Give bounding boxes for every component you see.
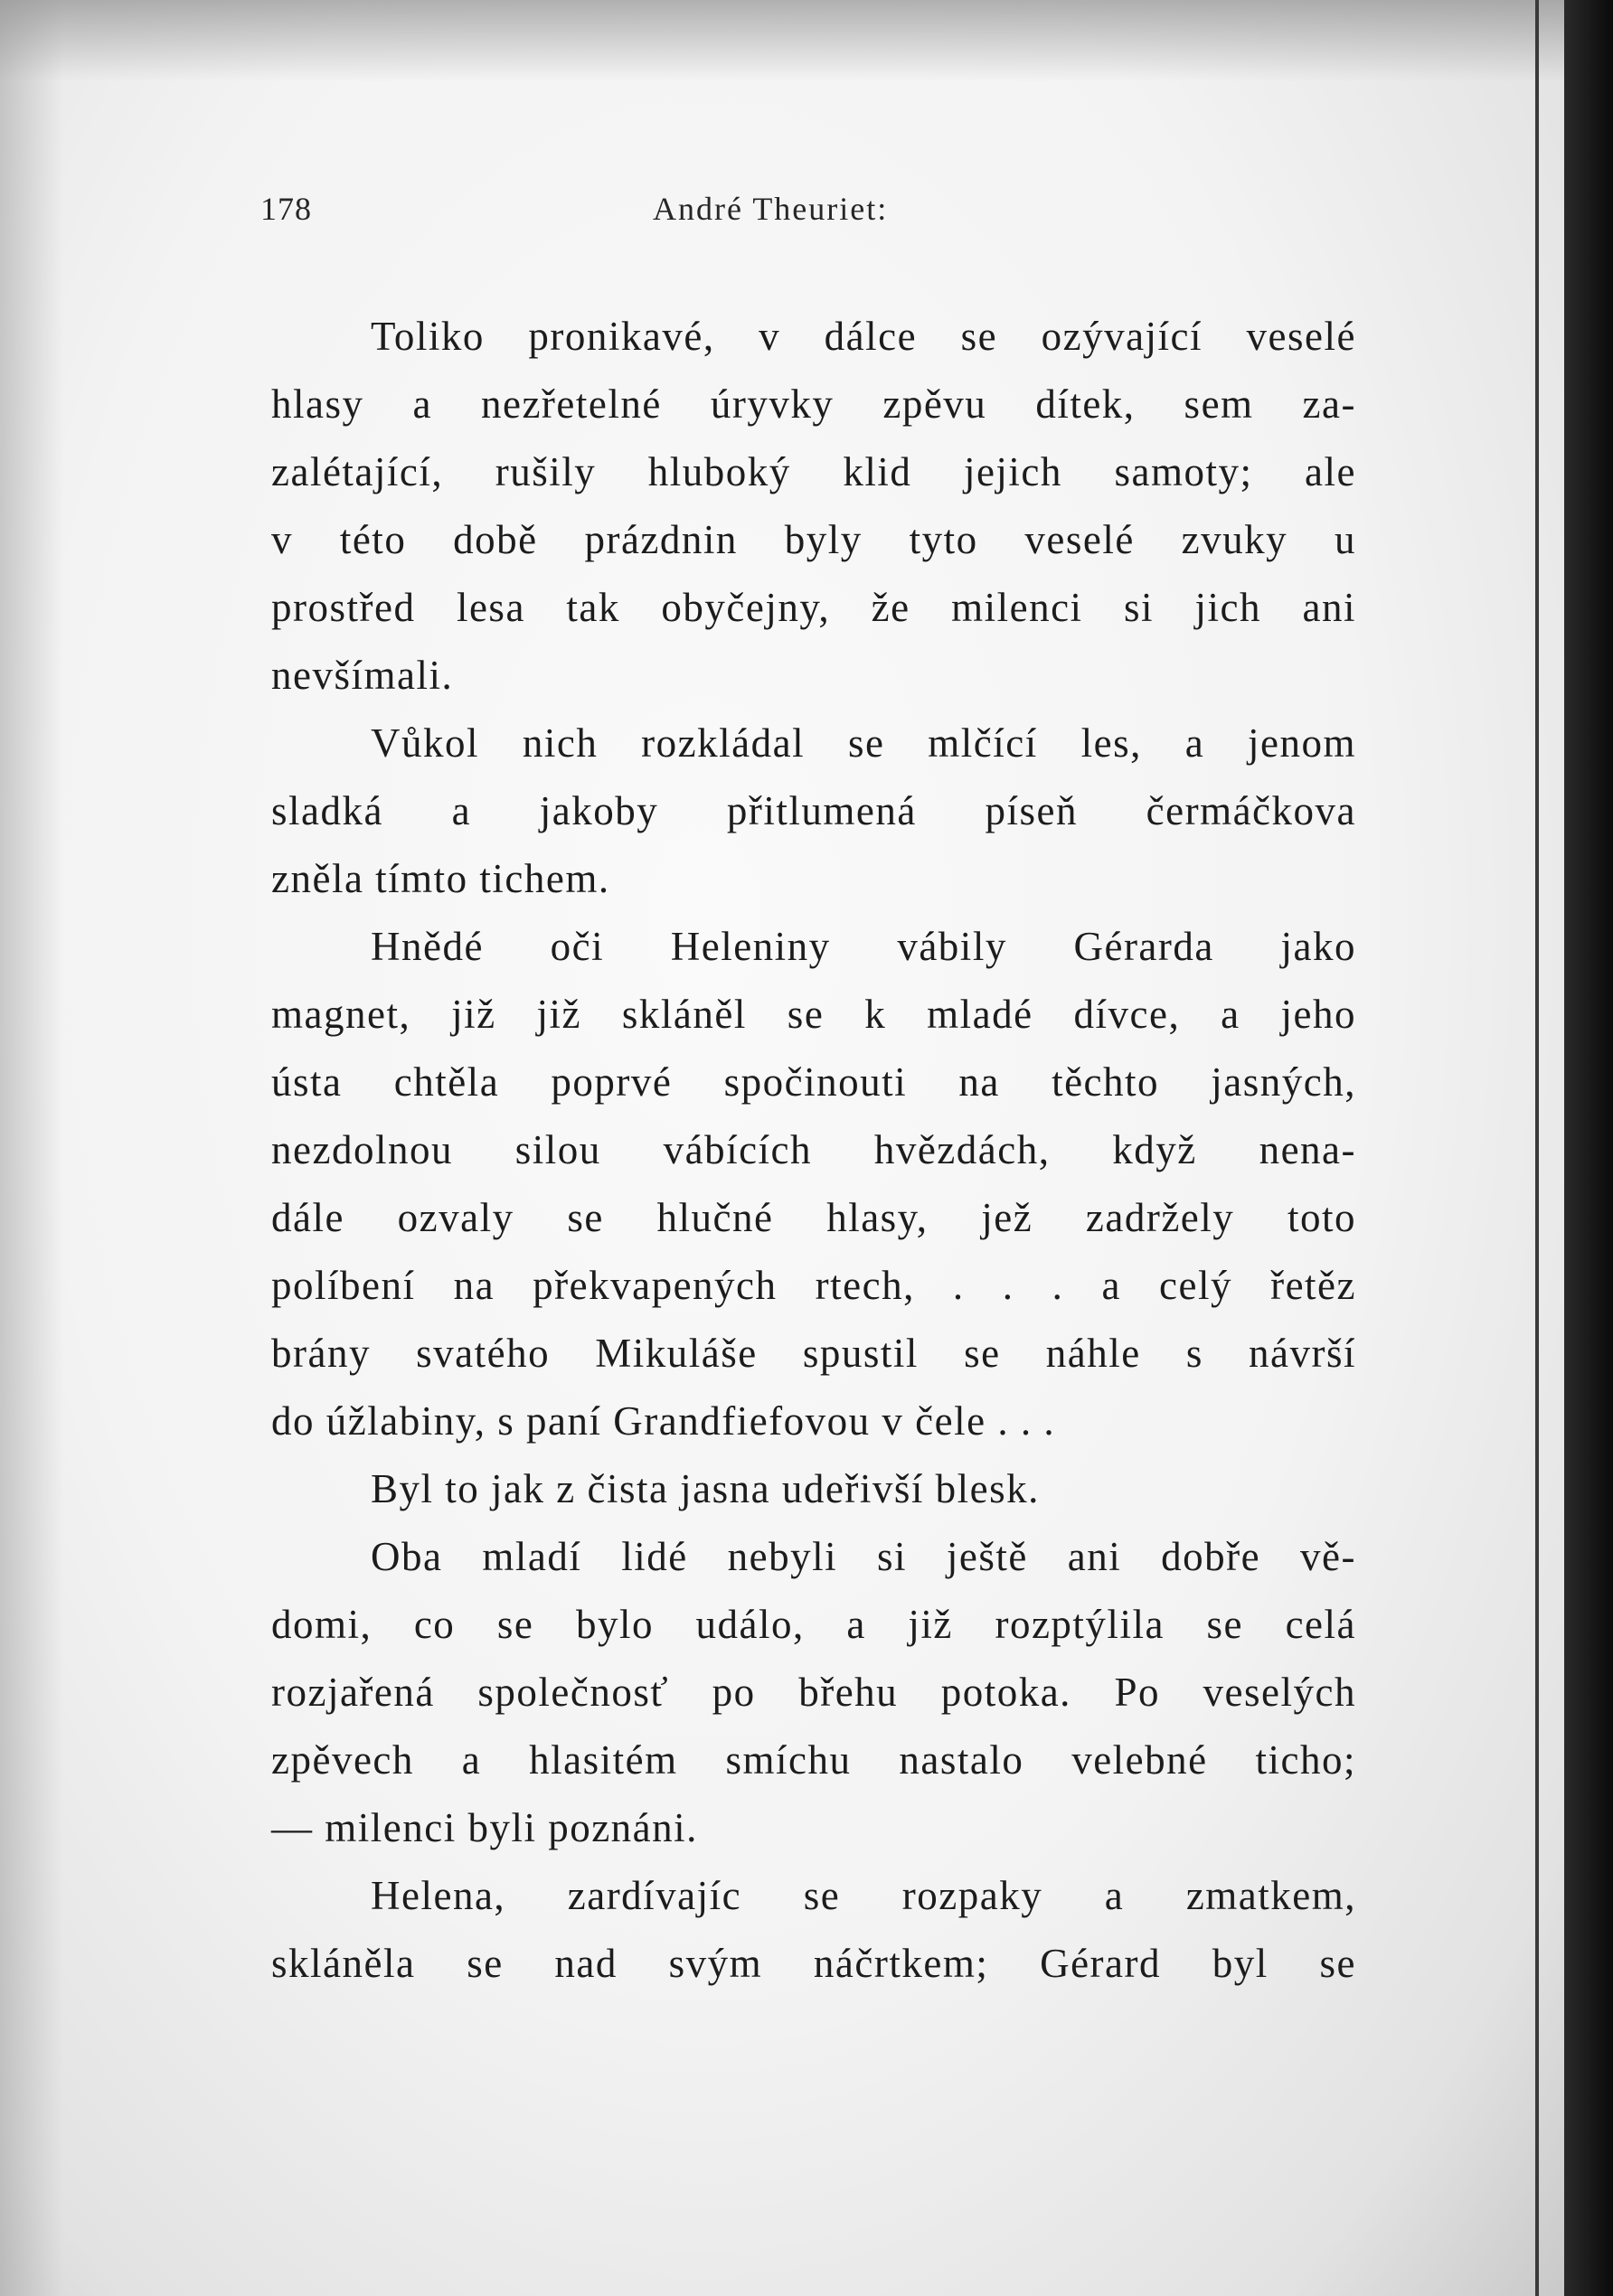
book-edge (1564, 0, 1613, 2296)
text-line: rozjařená společnosť po břehu potoka. Po veselých (271, 1670, 1356, 1715)
running-head (260, 190, 1354, 235)
text-line: do úžlabiny, s paní Grandfiefovou v čele . . . (271, 1398, 1056, 1444)
text-line: Helena, zardívajíc se rozpaky a zmatkem, (371, 1873, 1356, 1918)
text-line: nezdolnou silou vábících hvězdách, když nena- (271, 1127, 1356, 1172)
text-line: ústa chtěla poprvé spočinouti na těchto jasných, (271, 1059, 1356, 1105)
text-line: zpěvech a hlasitém smíchu nastalo velebné ticho; (271, 1737, 1356, 1783)
body-text (271, 303, 1356, 1998)
text-line: magnet, již již skláněl se k mladé dívce, a jeho (271, 992, 1356, 1037)
text-line: Toliko pronikavé, v dálce se ozývající veselé (371, 314, 1356, 359)
text-line: brány svatého Mikuláše spustil se náhle s návrší (271, 1331, 1356, 1376)
text-line: — milenci byli poznáni. (271, 1805, 698, 1850)
text-line: Vůkol nich rozkládal se mlčící les, a jenom (371, 720, 1356, 766)
text-line: hlasy a nezřetelné úryvky zpěvu dítek, sem za- (271, 381, 1356, 427)
text-line: dále ozvaly se hlučné hlasy, jež zadržely toto (271, 1195, 1356, 1240)
text-line: zalétající, rušily hluboký klid jejich samoty; ale (271, 449, 1356, 494)
text-line: Oba mladí lidé nebyli si ještě ani dobře vě- (371, 1534, 1356, 1579)
text-line: domi, co se bylo událo, a již rozptýlila se celá (271, 1602, 1356, 1647)
text-line: Hnědé oči Heleniny vábily Gérarda jako (371, 924, 1356, 969)
text-line: sladká a jakoby přitlumená píseň čermáčkova (271, 788, 1356, 833)
text-line: Byl to jak z čista jasna udeřivší blesk. (371, 1466, 1040, 1511)
text-line: v této době prázdnin byly tyto veselé zvuky u (271, 517, 1356, 562)
page-number: 178 (260, 191, 312, 227)
text-line: skláněla se nad svým náčrtkem; Gérard byl se (271, 1941, 1356, 1986)
running-title: André Theuriet: (653, 191, 889, 227)
text-line: nevšímali. (271, 653, 454, 698)
text-line: zněla tímto tichem. (271, 856, 610, 901)
text-line: prostřed lesa tak obyčejny, že milenci si jich ani (271, 585, 1356, 630)
text-line: políbení na překvapených rtech, . . . a celý řetěz (271, 1263, 1356, 1308)
page-spine-divider (1535, 0, 1539, 2296)
